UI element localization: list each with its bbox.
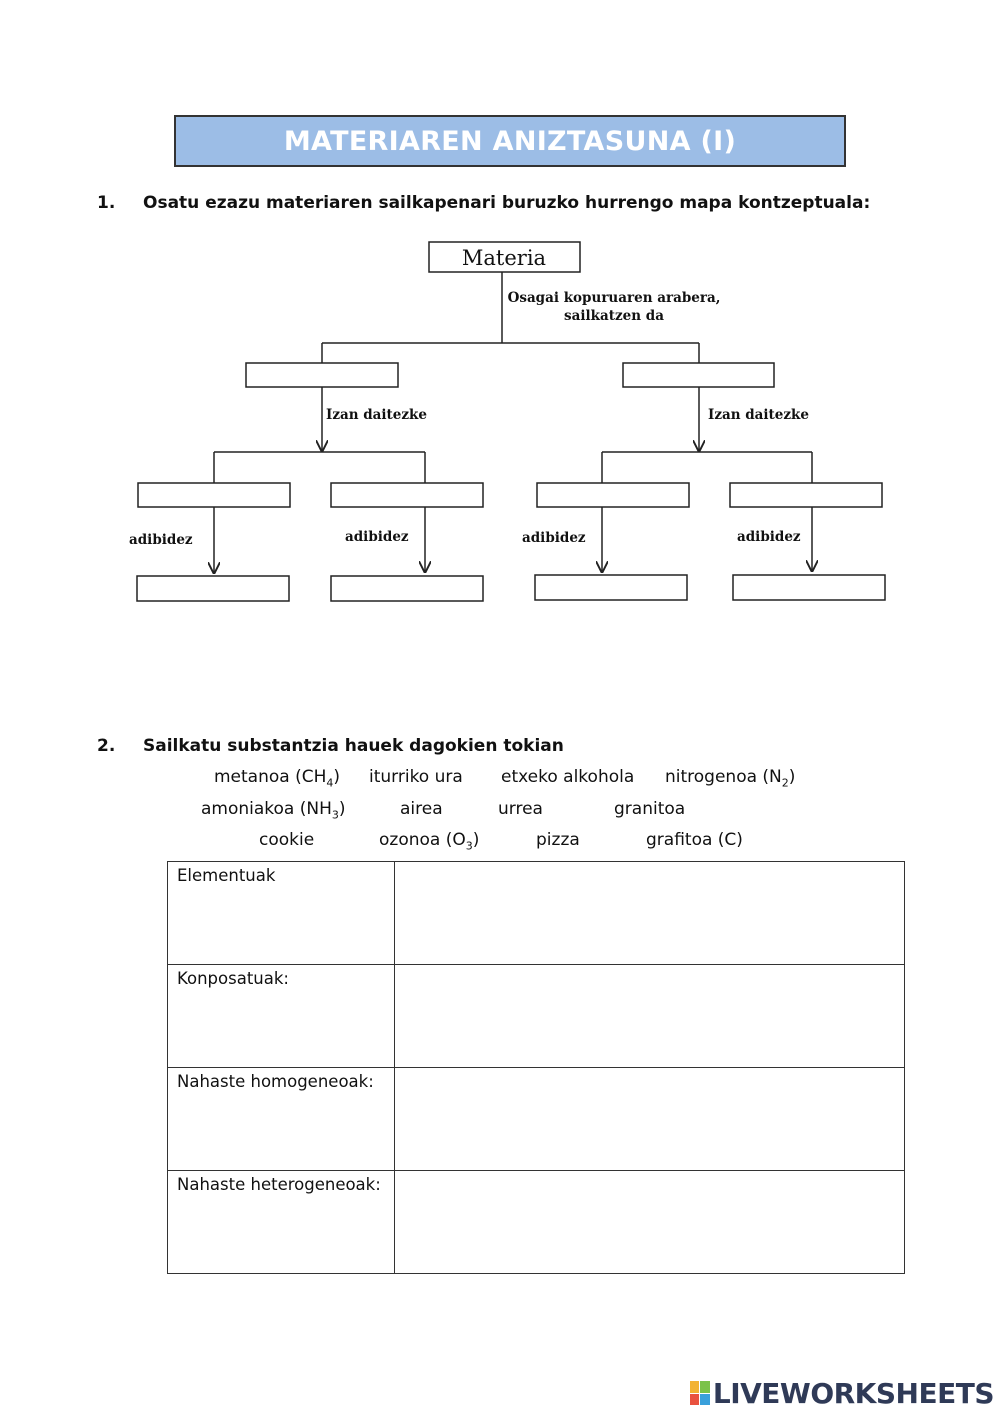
brand-text: LIVEWORKSHEETS bbox=[712, 1376, 994, 1410]
table-row bbox=[168, 862, 905, 965]
example-box-1[interactable] bbox=[137, 576, 289, 601]
root-caption-line2: sailkatzen da bbox=[564, 308, 664, 324]
table-row bbox=[168, 1068, 905, 1171]
liveworksheets-logo bbox=[690, 1376, 994, 1410]
answer-box-l3-3[interactable] bbox=[537, 483, 689, 507]
answer-cell-heterogeneous[interactable] bbox=[395, 1171, 905, 1274]
table-row bbox=[168, 1171, 905, 1274]
branch-caption-right: Izan daitezke bbox=[708, 407, 809, 423]
word-tap-water: iturriko ura bbox=[369, 767, 463, 787]
question-2-text: Sailkatu substantzia hauek dagokien tokian bbox=[143, 736, 564, 756]
example-caption-4: adibidez bbox=[737, 529, 801, 545]
word-granite: granitoa bbox=[614, 799, 686, 819]
example-box-4[interactable] bbox=[733, 575, 885, 600]
answer-box-l3-2[interactable] bbox=[331, 483, 483, 507]
word-nitrogen: nitrogenoa $(N_2)$ bbox=[665, 767, 796, 790]
word-pizza: pizza bbox=[536, 830, 580, 850]
example-caption-3: adibidez bbox=[522, 530, 586, 546]
row-label-heterogeneous: Nahaste heterogeneoak: bbox=[168, 1171, 395, 1274]
branch-caption-left: Izan daitezke bbox=[326, 407, 427, 423]
row-label-compounds: Konposatuak: bbox=[168, 965, 395, 1068]
word-graphite: grafitoa (C) bbox=[646, 830, 743, 850]
question-1-number: 1. bbox=[97, 193, 116, 213]
answer-cell-compounds[interactable] bbox=[395, 965, 905, 1068]
word-ozone: ozonoa $(O_3)$ bbox=[379, 830, 480, 853]
answer-box-pure[interactable] bbox=[246, 363, 398, 387]
example-box-2[interactable] bbox=[331, 576, 483, 601]
example-caption-2: adibidez bbox=[345, 529, 409, 545]
row-label-homogeneous: Nahaste homogeneoak: bbox=[168, 1068, 395, 1171]
title-banner bbox=[174, 115, 846, 167]
root-label: Materia bbox=[461, 246, 547, 270]
example-caption-1: adibidez bbox=[129, 532, 193, 548]
concept-map bbox=[0, 230, 1000, 610]
answer-box-l3-1[interactable] bbox=[138, 483, 290, 507]
root-caption-line1: Osagai kopuruaren arabera, bbox=[507, 290, 721, 306]
word-ammonia: amoniakoa $(NH_3)$ bbox=[201, 799, 346, 822]
question-2-number: 2. bbox=[97, 736, 116, 756]
word-gold: urrea bbox=[498, 799, 543, 819]
word-methane: metanoa $(CH_4)$ bbox=[214, 767, 341, 790]
liveworksheets-icon bbox=[690, 1381, 710, 1405]
word-air: airea bbox=[400, 799, 443, 819]
table-row bbox=[168, 965, 905, 1068]
question-1-text: Osatu ezazu materiaren sailkapenari buruzko hurrengo mapa kontzeptuala: bbox=[143, 193, 871, 213]
word-alcohol: etxeko alkohola bbox=[501, 767, 635, 787]
answer-box-l3-4[interactable] bbox=[730, 483, 882, 507]
answer-cell-elements[interactable] bbox=[395, 862, 905, 965]
row-label-elements: Elementuak bbox=[168, 862, 395, 965]
answer-box-mixture[interactable] bbox=[623, 363, 774, 387]
example-box-3[interactable] bbox=[535, 575, 687, 600]
classification-table bbox=[167, 861, 905, 1274]
word-cookie: cookie bbox=[259, 830, 315, 850]
answer-cell-homogeneous[interactable] bbox=[395, 1068, 905, 1171]
page-title: MATERIAREN ANIZTASUNA (I) bbox=[283, 125, 737, 157]
